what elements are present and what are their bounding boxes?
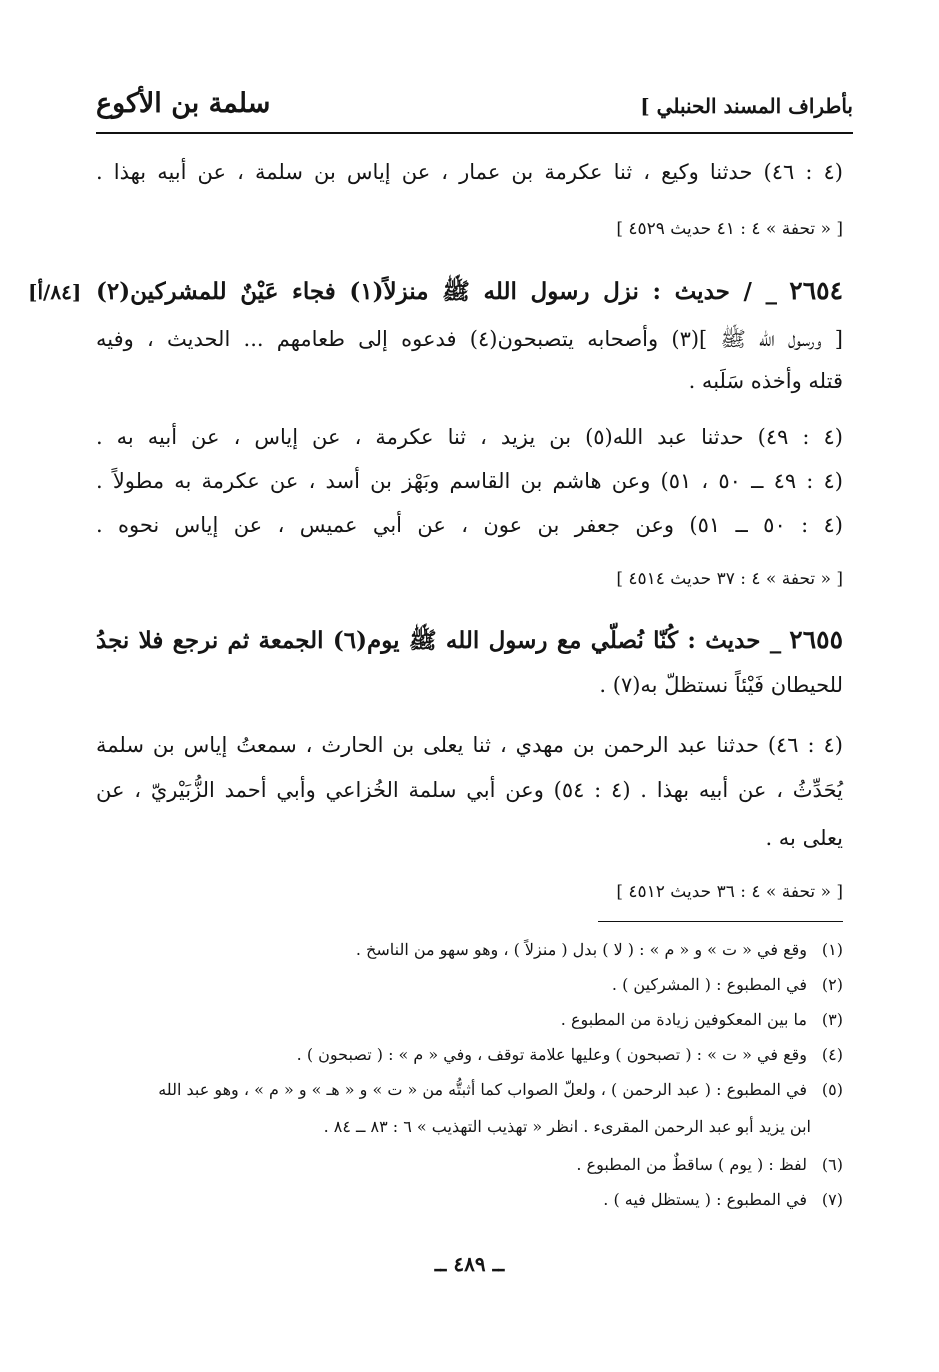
chain-line-2: (٤ : ٤٩) حدثنا عبد الله(٥) بن يزيد ، ثنا عكرمة ، عن إياس ، عن أبيه به . bbox=[96, 425, 843, 449]
hadith-2655-text-1: _ حديث : كُنّا نُصلّي مع رسول الله ﷺ يوم(٦) الجمعة ثم نرجع فلا نجدُ bbox=[96, 627, 782, 654]
hadith-2654-line-3: قتله وأخذه سَلَبه . bbox=[688, 369, 843, 393]
footnote-text: ما بين المعكوفين زيادة من المطبوع . bbox=[560, 1010, 807, 1029]
footnote-5-continuation bbox=[96, 1117, 811, 1136]
chain-line-5: (٤ : ٤٦) حدثنا عبد الرحمن بن مهدي ، ثنا يعلى بن الحارث ، سمعتُ إياس بن سلمة bbox=[96, 733, 843, 757]
page-number: ــ ٤٨٩ ــ bbox=[434, 1252, 505, 1276]
tuhfa-reference-1: [ « تحفة » ٤ : ٤١ حديث ٤٥٢٩ ] bbox=[616, 219, 843, 239]
footnote-text: وقع في « ت » : ( تصبحون ) وعليها علامة توقف ، وفي « م » : ( تصبحون ) . bbox=[296, 1045, 807, 1064]
margin-page-marker: [٨٤/أ] bbox=[28, 280, 82, 304]
footnote-text: وقع في « ت » و « م » : ( لا ) بدل ( منزلاً ) ، وهو سهو من الناسخ . bbox=[355, 940, 807, 959]
footnote-number: (٧) bbox=[821, 1190, 843, 1209]
footnote-4 bbox=[96, 1045, 843, 1064]
hadith-2654-line-2: [ ورسول الله ﷺ ](٣) وأصحابه يتصبحون(٤) فدعوه إلى طعامهم ... الحديث ، وفيه bbox=[96, 327, 843, 351]
hadith-2655-line-1 bbox=[96, 625, 843, 660]
chain-line-6: يُحَدِّثُ ، عن أبيه بهذا . (٤ : ٥٤) وعن أبي سلمة الخُزاعي وأبي أحمد الزُّبَيْريّ ، عن bbox=[96, 778, 843, 802]
tuhfa-reference-2: [ « تحفة » ٤ : ٣٧ حديث ٤٥١٤ ] bbox=[616, 569, 843, 589]
running-header bbox=[96, 88, 853, 134]
footnote-3 bbox=[96, 1010, 843, 1029]
footnote-text: في المطبوع : ( المشركين ) . bbox=[611, 975, 807, 994]
hadith-number-2654: ٢٦٥٤ bbox=[789, 276, 843, 305]
footnote-number: (٦) bbox=[821, 1155, 843, 1174]
footnote-7 bbox=[96, 1190, 843, 1209]
footnote-text: ابن يزيد أبو عبد الرحمن المقرىء . انظر « تهذيب التهذيب » ٦ : ٨٣ ــ ٨٤ . bbox=[323, 1117, 811, 1136]
hadith-2654-line-1 bbox=[96, 276, 843, 311]
footnote-5 bbox=[96, 1080, 843, 1099]
hadith-2654-text-1: _ / حديث : نزل رسول الله ﷺ منزلاً(١) فجاء عَيْنٌ للمشركين(٢) bbox=[96, 278, 777, 305]
tuhfa-reference-3: [ « تحفة » ٤ : ٣٦ حديث ٤٥١٢ ] bbox=[616, 882, 843, 902]
chain-line-3: (٤ : ٤٩ ــ ٥٠ ، ٥١) وعن هاشم بن القاسم وبَهْز بن أسد ، عن عكرمة به مطولاً . bbox=[96, 469, 843, 493]
footnote-number: (٤) bbox=[821, 1045, 843, 1064]
header-book-title: بأطراف المسند الحنبلي ] bbox=[640, 94, 853, 118]
footnote-text: لفظ : ( يوم ) ساقطٌ من المطبوع . bbox=[576, 1155, 807, 1174]
footnote-6 bbox=[96, 1155, 843, 1174]
footnote-1 bbox=[96, 940, 843, 959]
footnote-number: (٥) bbox=[821, 1080, 843, 1099]
chain-line-4: (٤ : ٥٠ ــ ٥١) وعن جعفر بن عون ، عن أبي عميس ، عن إياس نحوه . bbox=[96, 513, 843, 537]
chain-line-1: (٤ : ٤٦) حدثنا وكيع ، ثنا عكرمة بن عمار ، عن إياس بن سلمة ، عن أبيه بهذا . bbox=[96, 160, 843, 184]
footnote-2 bbox=[96, 975, 843, 994]
hadith-2655-line-2: للحيطان فَيْئاً نستظلّ به(٧) . bbox=[599, 673, 843, 697]
footnote-number: (٣) bbox=[821, 1010, 843, 1029]
footnote-text: في المطبوع : ( عبد الرحمن ) ، ولعلّ الصواب كما أثبتُّه من « ت » و « هـ » و « م » ، وهو عبد الله bbox=[158, 1080, 807, 1099]
footnote-separator bbox=[598, 921, 843, 922]
footnote-text: في المطبوع : ( يستظل فيه ) . bbox=[603, 1190, 807, 1209]
hadith-number-2655: ٢٦٥٥ bbox=[789, 625, 843, 654]
header-chapter-title: سلمة بن الأكوع bbox=[96, 88, 271, 119]
chain-line-7: يعلى به . bbox=[765, 826, 843, 850]
footnote-number: (١) bbox=[821, 940, 843, 959]
footnote-number: (٢) bbox=[821, 975, 843, 994]
